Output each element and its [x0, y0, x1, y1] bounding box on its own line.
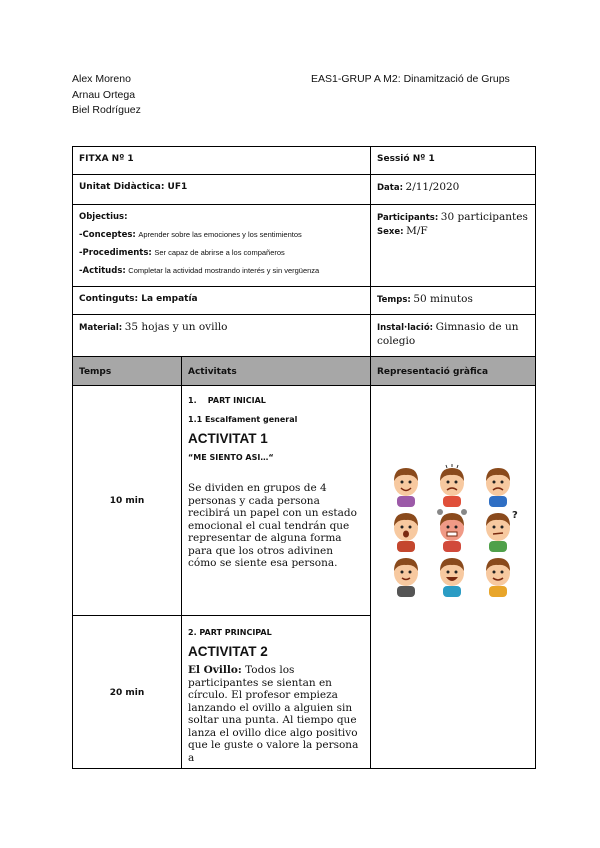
column-header-time: Temps [73, 357, 182, 386]
attitudes-value: Completar la actividad mostrando interés y sin vergüenza [128, 266, 320, 275]
author-name: Alex Moreno [72, 73, 131, 85]
activity-1-cell [182, 386, 371, 616]
participants-value: 30 participantes [440, 211, 528, 223]
installation-cell [371, 315, 536, 357]
course-title: EAS1-GRUP A M2: Dinamització de Grups [311, 73, 510, 85]
session-number: Sessió Nº 1 [371, 147, 536, 175]
date-cell [371, 175, 536, 205]
date-label: Data: [377, 183, 403, 193]
table-row [73, 205, 536, 287]
activity-description: El Ovillo: Todos los participantes se sientan en círculo. El profesor empieza lanzando el ovillo a alguien sin soltar una punta. Al tiempo que lanza el ovillo dice algo positivo que le guste o valore la persona a [188, 664, 359, 764]
time-label: Temps: [377, 295, 411, 305]
author-name: Arnau Ortega [72, 88, 136, 101]
emotion-face-content [476, 552, 522, 597]
emotion-face-sad [476, 462, 522, 507]
table-row [73, 287, 536, 315]
sex-label: Sexe: [377, 227, 404, 237]
activity-2-time: 20 min [73, 616, 182, 769]
activity-title: ACTIVITAT 1 [188, 431, 268, 446]
table-row [73, 315, 536, 357]
objectives-cell [73, 205, 371, 287]
installation-label: Instal·lació: [377, 323, 434, 333]
emotion-faces-illustration [377, 462, 529, 597]
emotion-face-happy [384, 462, 430, 507]
session-sheet-table [72, 146, 536, 769]
time-cell [371, 287, 536, 315]
table-row [73, 147, 536, 175]
graphic-cell [371, 386, 536, 769]
installation-value: Gimnasio de un colegio [377, 321, 519, 347]
author-name: Biel Rodríguez [72, 104, 141, 116]
emotion-face-confused [476, 507, 522, 552]
time-value: 50 minutos [413, 293, 473, 305]
material-label: Material: [79, 323, 123, 333]
material-value: 35 hojas y un ovillo [124, 321, 228, 333]
part-number: 1. [188, 396, 197, 405]
activity-1-time: 10 min [73, 386, 182, 616]
procedures-label: -Procediments: [79, 248, 152, 258]
procedures-value: Ser capaz de abrirse a los compañeros [154, 248, 285, 257]
part-heading [188, 394, 364, 407]
emotion-face-furious [430, 507, 476, 552]
authors-block [72, 72, 141, 119]
table-row [73, 175, 536, 205]
emotion-face-calm [384, 552, 430, 597]
column-header-graphic: Representació gràfica [371, 357, 536, 386]
table-header-row [73, 357, 536, 386]
contents-label: Continguts: La empatía [73, 287, 371, 315]
subpart-heading: 1.1 Escalfament general [188, 415, 298, 424]
emotion-face-angry [430, 462, 476, 507]
material-cell [73, 315, 371, 357]
date-value: 2/11/2020 [405, 181, 460, 193]
participants-cell [371, 205, 536, 287]
emotion-face-laughing [430, 552, 476, 597]
activity-name: El Ovillo: [188, 664, 242, 676]
activity-name: “ME SIENTO ASI…“ [188, 453, 274, 462]
activity-title: ACTIVITAT 2 [188, 644, 268, 659]
objectives-label: Objectius: [79, 212, 128, 222]
part-title: PART INICIAL [207, 396, 266, 405]
attitudes-label: -Actituds: [79, 266, 126, 276]
unit-label: Unitat Didàctica: UF1 [73, 175, 371, 205]
fitxa-number: FITXA Nº 1 [73, 147, 371, 175]
svg-text:?: ? [512, 509, 518, 521]
participants-label: Participants: [377, 213, 439, 223]
column-header-activities: Activitats [182, 357, 371, 386]
activity-description: Se dividen en grupos de 4 personas y cada persona recibirá un papel con un estado emocional el cual tendrán que representar de alguna forma para que los otros adivinen cómo se siente esa persona. [188, 482, 357, 569]
activity-2-cell [182, 616, 371, 769]
part-heading: 2. PART PRINCIPAL [188, 628, 272, 637]
table-row [73, 386, 536, 616]
concepts-value: Aprender sobre las emociones y los sentimientos [138, 230, 302, 239]
concepts-label: -Conceptes: [79, 230, 136, 240]
sex-value: M/F [406, 225, 428, 237]
emotion-face-surprised [384, 507, 430, 552]
